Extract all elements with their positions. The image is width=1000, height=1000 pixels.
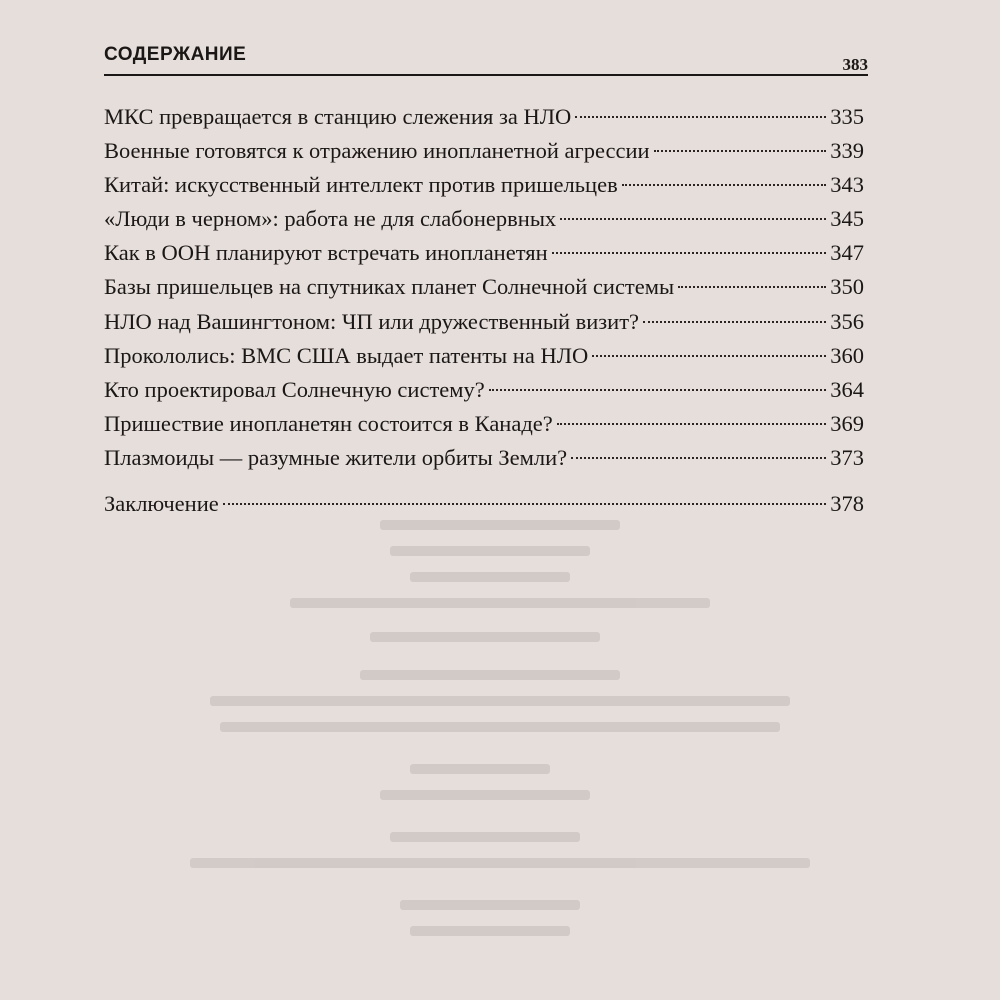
toc-entry-page: 345 (830, 206, 864, 232)
toc-entry-title: Заключение (104, 491, 219, 517)
dot-leader (575, 116, 826, 118)
toc-entry-title: Как в ООН планируют встречать инопланетян (104, 240, 548, 266)
toc-entry-page: 356 (830, 308, 864, 334)
dot-leader (654, 150, 827, 152)
toc-entry (104, 202, 864, 236)
dot-leader (560, 218, 826, 220)
dot-leader (223, 503, 827, 505)
table-of-contents (104, 100, 864, 521)
toc-entry-page: 350 (830, 274, 864, 300)
toc-entry-conclusion (104, 487, 864, 521)
toc-entry (104, 339, 864, 373)
dot-leader (557, 423, 827, 425)
toc-entry-title: МКС превращается в станцию слежения за НЛО (104, 104, 572, 129)
toc-entry-page: 378 (830, 491, 864, 517)
section-title: СОДЕРЖАНИЕ (104, 44, 247, 65)
toc-entry (104, 236, 864, 270)
toc-entry-title: Пришествие инопланетян состоится в Канаде? (104, 410, 553, 436)
toc-entry (104, 134, 864, 168)
toc-entry-page: 360 (830, 342, 864, 368)
toc-entry-title: «Люди в черном»: работа не для слабонервных (104, 206, 557, 232)
toc-entry-title: Военные готовятся к отражению инопланетной агрессии (104, 138, 650, 164)
dot-leader (552, 252, 827, 254)
page-number: 383 (842, 55, 868, 74)
dot-leader (643, 321, 826, 323)
toc-entry (104, 100, 864, 134)
toc-entry-title: Китай: искусственный интеллект против пришельцев (104, 172, 618, 198)
toc-entry-page: 373 (830, 444, 864, 470)
header-rule (104, 74, 868, 76)
toc-entry-page: 339 (830, 138, 864, 164)
dot-leader (489, 389, 827, 391)
toc-entry-page: 369 (830, 410, 864, 436)
toc-entry (104, 407, 864, 441)
toc-entry (104, 373, 864, 407)
show-through-imprint (180, 520, 820, 960)
toc-entry-title: Кто проектировал Солнечную систему? (104, 376, 485, 402)
toc-entry-title: Плазмоиды — разумные жители орбиты Земли? (104, 444, 568, 470)
toc-entry-page: 343 (830, 172, 864, 198)
toc-entry (104, 441, 864, 475)
toc-entry-title: Базы пришельцев на спутниках планет Солнечной системы (104, 274, 675, 300)
toc-entry-title: Прокололись: ВМС США выдает патенты на НЛО (104, 342, 589, 368)
toc-entry-page: 335 (830, 104, 864, 129)
toc-entry-title: НЛО над Вашингтоном: ЧП или дружественный визит? (104, 308, 640, 334)
dot-leader (571, 457, 826, 459)
toc-entry (104, 305, 864, 339)
toc-entry (104, 168, 864, 202)
dot-leader (678, 286, 826, 288)
toc-entry-page: 364 (830, 376, 864, 402)
dot-leader (592, 355, 826, 357)
running-header (104, 44, 868, 72)
dot-leader (622, 184, 827, 186)
toc-entry (104, 270, 864, 304)
toc-entry-page: 347 (830, 240, 864, 266)
